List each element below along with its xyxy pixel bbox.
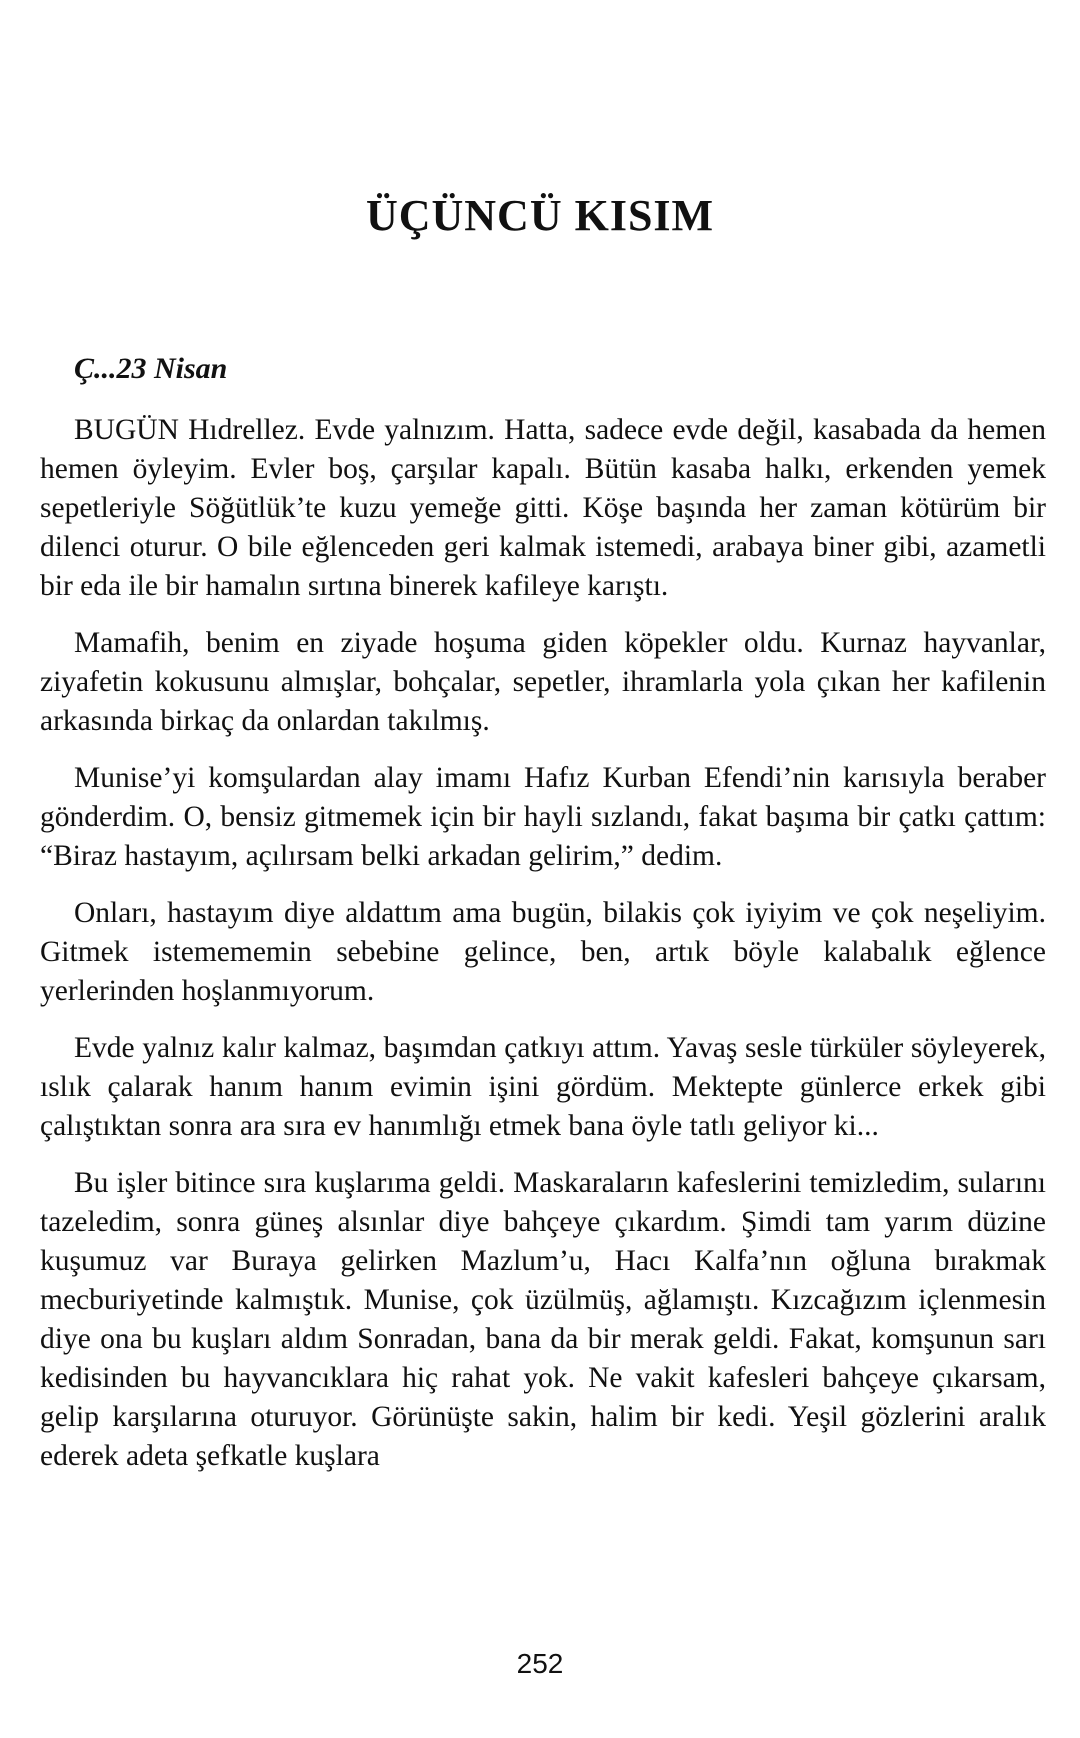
paragraph: BUGÜN Hıdrellez. Evde yalnızım. Hatta, sadece evde değil, kasabada da hemen hemen öyleyim. Evler boş, çarşılar kapalı. Bütün kasaba halkı, erkenden yemek sepetleriyle Söğütlük’te kuzu yemeğe gitti. Köşe başında her zaman kötürüm bir dilenci oturur. O bile eğlenceden geri kalmak istemedi, arabaya biner gibi, azametli bir eda ile bir hamalın sırtına binerek kafileye karıştı.	[40, 414, 1046, 602]
body-text	[40, 411, 1046, 1494]
diary-entry-date: Ç...23 Nisan	[74, 352, 228, 385]
paragraph: Onları, hastayım diye aldattım ama bugün, bilakis çok iyiyim ve çok neşeliyim. Gitmek istemememin sebebine gelince, ben, artık böyle kalabalık eğlence yerlerinden hoşlanmıyorum.	[40, 897, 1046, 1007]
paragraph: Evde yalnız kalır kalmaz, başımdan çatkıyı attım. Yavaş sesle türküler söyleyerek, ıslık çalarak hanım hanım evimin işini gördüm. Mektepte günlerce erkek gibi çalıştıktan sonra ara sıra ev hanımlığı etmek bana öyle tatlı geliyor ki...	[40, 1032, 1046, 1142]
paragraph: Mamafih, benim en ziyade hoşuma giden köpekler oldu. Kurnaz hayvanlar, ziyafetin kokusunu almışlar, bohçalar, sepetler, ihramlarla yola çıkan her kafilenin arkasında birkaç da onlardan takılmış.	[40, 627, 1046, 737]
paragraph: Munise’yi komşulardan alay imamı Hafız Kurban Efendi’nin karısıyla beraber gönderdim. O, bensiz gitmemek için bir hayli sızlandı, fakat başıma bir çatkı çattım: “Biraz hastayım, açılırsam belki arkadan gelirim,” dedim.	[40, 762, 1046, 872]
chapter-title: ÜÇÜNCÜ KISIM	[365, 191, 715, 240]
paragraph: Bu işler bitince sıra kuşlarıma geldi. Maskaraların kafeslerini temizledim, sularını tazeledim, sonra güneş alsınlar diye bahçeye çıkardım. Şimdi tam yarım düzine kuşumuz var Buraya gelirken Mazlum’u, Hacı Kalfa’nın oğluna bırakmak mecburiyetinde kalmıştık. Munise, çok üzülmüş, ağlamıştı. Kızcağızım içlenmesin diye ona bu kuşları aldım Sonradan, bana da bir merak geldi. Fakat, komşunun sarı kedisinden bu hayvancıklara hiç rahat yok. Ne vakit kafesleri bahçeye çıkarsam, gelip karşılarına oturuyor. Görünüşte sakin, halim bir kedi. Yeşil gözlerini aralık ederek adeta şefkatle kuşlara	[40, 1167, 1046, 1472]
page-number: 252	[516, 1648, 564, 1679]
